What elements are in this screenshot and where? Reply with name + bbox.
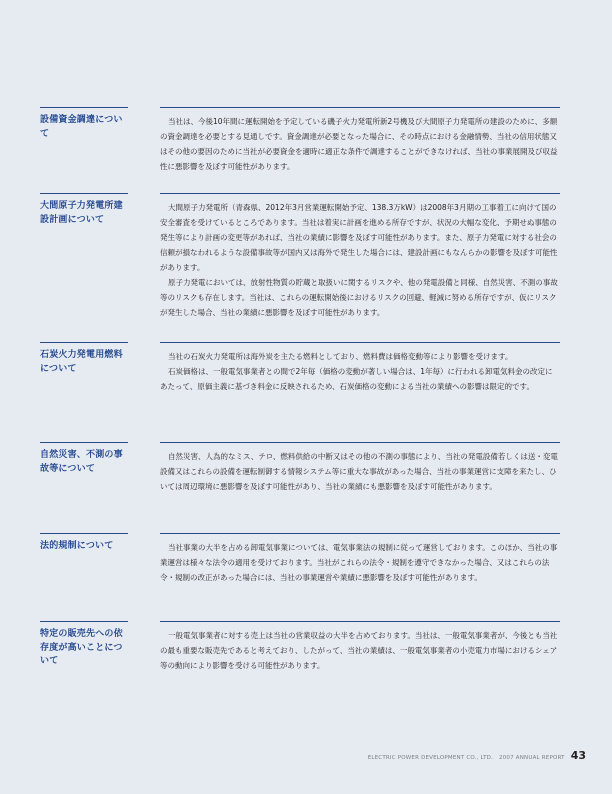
body-rule [160,442,560,443]
body-paragraph: 一般電気事業者に対する売上は当社の営業収益の大半を占めております。当社は、一般電気事業者が、今後とも当社の最も重要な販売先であると考えており、したがって、当社の業績は、一般電気事業者の小売電力市場におけるシェア等の動向により影響を受ける可能性があります。 [160,631,558,670]
heading-rule [40,107,128,108]
heading-rule [40,533,128,534]
section-body [160,193,560,320]
page-footer [368,749,586,762]
heading-rule [40,621,128,622]
body-rule [160,342,560,343]
section-heading: 特定の販売先への依存度が高いことについて [40,629,123,666]
footer-company: ELECTRIC POWER DEVELOPMENT CO., LTD. [367,755,494,761]
heading-rule [40,342,128,343]
page-number: 43 [570,749,586,762]
body-paragraph: 当社の石炭火力発電所は海外炭を主たる燃料としており、燃料費は価格変動等により影響を受けます。 [168,352,513,361]
body-paragraph: 当社は、今後10年間に運転開始を予定している磯子火力発電所新2号機及び大間原子力発電所の建設のために、多額の資金調達を必要とする見通しです。資金調達が必要となった場合に、その時点における金融情勢、当社の信用状態又はその他の要因のために当社が必要資金を適時に適正な条件で調達することができなければ、当社の事業展開及び収益性に悪影響を及ぼす可能性があります。 [160,117,558,171]
body-paragraph: 当社事業の大半を占める卸電気事業については、電気事業法の規制に従って運営しております。このほか、当社の事業運営は様々な法令の適用を受けております。当社がこれらの法令・規制を遵守できなかった場合、又はこれらの法令・規制の改正があった場合には、当社の事業運営や業績に悪影響を及ぼす可能性があります。 [160,543,558,582]
body-rule [160,107,560,108]
section-heading-wrap [40,107,130,141]
section-heading-wrap [40,193,130,227]
section-heading: 自然災害、不測の事故等について [40,450,123,474]
heading-rule [40,193,128,194]
section-body [160,107,560,174]
section-heading: 大間原子力発電所建設計画について [40,201,123,225]
body-rule [160,193,560,194]
section-body [160,533,560,585]
section-body [160,342,560,394]
body-rule [160,621,560,622]
body-paragraph: 原子力発電においては、放射性物質の貯蔵と取扱いに関するリスクや、他の発電設備と同様、自然災害、不測の事故等のリスクも存在します。当社は、これらの運転開始後におけるリスクの回避、軽減に努める所存ですが、仮にリスクが発生した場合、当社の業績に悪影響を及ぼす可能性があります。 [160,278,558,317]
section-heading: 石炭火力発電用燃料について [40,350,123,374]
body-paragraph: 大間原子力発電所（青森県、2012年3月営業運転開始予定、138.3万kW）は2008年3月期の工事着工に向けて国の安全審査を受けているところであります。当社は着実に計画を進める所存ですが、状況の大幅な変化、予期せぬ事態の発生等により計画の変更等があれば、当社の業績に影響を及ぼす可能性があります。また、原子力発電に対する社会の信頼が損なわれるような設備事故等が国内又は海外で発生した場合には、建設計画にもなんらかの影響を及ぼす可能性があります。 [160,203,558,272]
body-rule [160,533,560,534]
section-heading-wrap [40,533,130,554]
section-body [160,442,560,494]
body-paragraph: 石炭価格は、一般電気事業者との間で2年毎（価格の変動が著しい場合は、1年毎）に行われる卸電気料金の改定にあたって、原価主義に基づき料金に反映されるため、石炭価格の変動による当社の業績への影響は限定的です。 [160,367,553,391]
heading-rule [40,442,128,443]
section-body [160,621,560,673]
section-heading-wrap [40,621,130,669]
section-heading: 法的規制について [40,541,114,551]
section-heading-wrap [40,442,130,476]
body-paragraph: 自然災害、人為的なミス、テロ、燃料供給の中断又はその他の不測の事態により、当社の発電設備若しくは送・変電設備又はこれらの設備を運転制御する情報システム等に重大な事故があった場合、当社の事業運営に支障を来たし、ひいては周辺環境に悪影響を及ぼす可能性があり、当社の業績にも悪影響を及ぼす可能性があります。 [160,452,558,491]
section-heading: 設備資金調達について [40,115,123,139]
footer-report: 2007 ANNUAL REPORT [499,755,565,761]
section-heading-wrap [40,342,130,376]
